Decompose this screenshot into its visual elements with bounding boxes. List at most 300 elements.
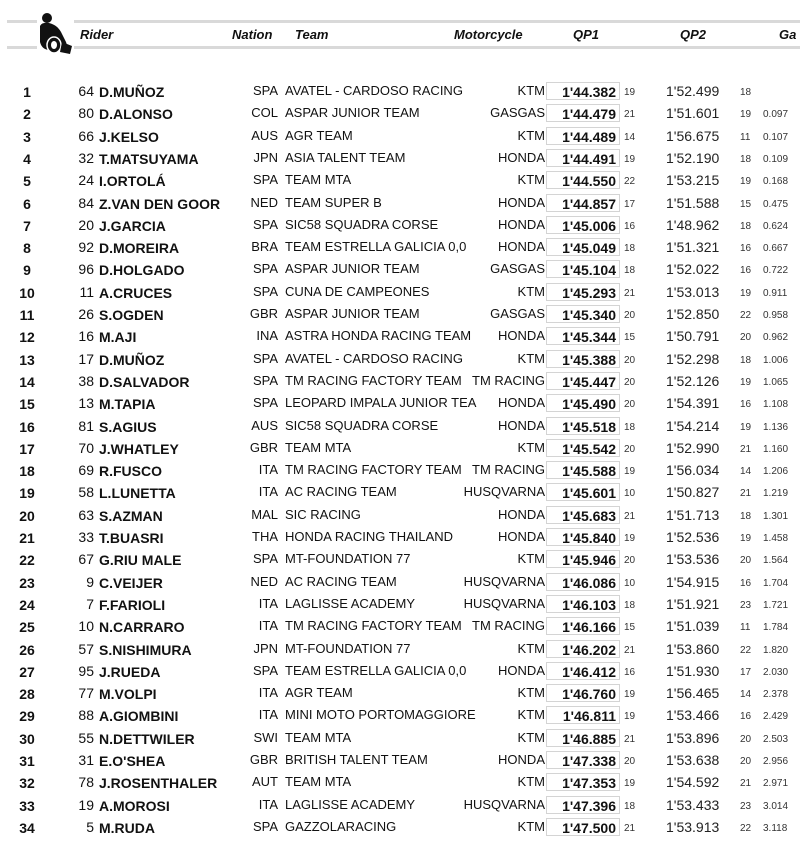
qp2-time: 1'52.990 <box>666 439 720 456</box>
column-header-qp1: QP1 <box>573 27 600 42</box>
qp1-time: 1'46.086 <box>546 573 620 591</box>
rider-number: 58 <box>78 484 94 501</box>
table-row <box>0 237 800 259</box>
motorcycle: HONDA <box>498 662 545 678</box>
qp1-laps: 15 <box>624 332 636 344</box>
rider-number: 69 <box>78 462 94 479</box>
table-row <box>0 393 800 415</box>
qp1-time: 1'45.006 <box>546 216 620 234</box>
team-name: TEAM ESTRELLA GALICIA 0,0 <box>285 662 467 678</box>
table-row <box>0 148 800 170</box>
qp1-time: 1'44.550 <box>546 171 620 189</box>
gap: 1.564 <box>763 555 789 567</box>
rider-name: S.NISHIMURA <box>99 641 192 658</box>
rider-number: 10 <box>78 618 94 635</box>
table-row <box>0 81 800 103</box>
qp2-time: 1'52.499 <box>666 83 720 99</box>
motorcycle: KTM <box>517 439 545 455</box>
rider-name: E.O'SHEA <box>99 753 166 769</box>
rider-name: A.CRUCES <box>99 284 173 301</box>
nation: ITA <box>258 618 278 634</box>
qp2-laps: 19 <box>740 176 752 188</box>
rider-name: T.BUASRI <box>99 530 164 546</box>
qp2-time: 1'51.039 <box>666 618 720 635</box>
nation: GBR <box>249 439 278 455</box>
qp2-time: 1'52.190 <box>666 149 720 166</box>
qp2-time: 1'48.962 <box>666 216 720 233</box>
nation: SWI <box>253 729 278 745</box>
position: 18 <box>19 463 35 480</box>
qp2-time: 1'54.214 <box>666 417 720 434</box>
team-name: MINI MOTO PORTOMAGGIORE <box>285 707 476 723</box>
gap: 1.820 <box>763 644 789 656</box>
gap: 0.168 <box>763 176 789 188</box>
team-name: AGR TEAM <box>285 685 353 701</box>
qp2-laps: 18 <box>740 87 752 98</box>
motorcycle: KTM <box>517 172 545 188</box>
table-row <box>0 193 800 215</box>
gap: 2.030 <box>763 666 789 678</box>
qp1-laps: 20 <box>624 354 636 366</box>
qp2-time: 1'54.592 <box>666 774 720 791</box>
qp1-time: 1'46.103 <box>546 595 620 613</box>
qp1-time: 1'45.601 <box>546 483 620 501</box>
qp2-time: 1'51.930 <box>666 662 720 679</box>
nation: JPN <box>253 149 278 165</box>
rider-number: 26 <box>78 306 94 322</box>
motorcycle-rider-icon <box>36 12 76 56</box>
nation: MAL <box>251 506 278 522</box>
qp1-laps: 18 <box>624 421 636 433</box>
rider-number: 5 <box>86 818 94 835</box>
nation: COL <box>251 105 278 121</box>
rider-number: 16 <box>78 328 94 345</box>
table-row <box>0 215 800 237</box>
rider-name: S.AZMAN <box>99 507 163 524</box>
rider-number: 24 <box>78 172 94 189</box>
qp2-time: 1'53.860 <box>666 640 720 657</box>
position: 14 <box>19 373 35 390</box>
qp2-laps: 22 <box>740 310 752 321</box>
team-name: TM RACING FACTORY TEAM <box>285 462 462 478</box>
rider-number: 96 <box>78 261 94 278</box>
qp1-time: 1'45.840 <box>546 528 620 546</box>
table-row <box>0 416 800 438</box>
rider-number: 31 <box>78 752 94 768</box>
qp2-time: 1'52.536 <box>666 529 720 545</box>
rider-name: S.AGIUS <box>99 418 157 435</box>
column-header-nation: Nation <box>232 27 273 42</box>
position: 10 <box>19 284 35 301</box>
table-row <box>0 817 800 839</box>
position: 4 <box>23 150 31 167</box>
qp1-laps: 19 <box>624 466 636 478</box>
qp2-laps: 18 <box>740 220 752 232</box>
motorcycle: TM RACING <box>472 462 545 478</box>
qp1-laps: 21 <box>624 287 636 299</box>
gap: 1.784 <box>763 622 789 634</box>
qp2-time: 1'53.638 <box>666 752 720 768</box>
qp2-time: 1'52.850 <box>666 306 720 322</box>
team-name: HONDA RACING THAILAND <box>285 529 454 544</box>
rider-number: 78 <box>78 774 94 791</box>
motorcycle: KTM <box>517 283 545 299</box>
qp2-laps: 22 <box>740 644 752 656</box>
rider-name: M.VOLPI <box>99 686 157 703</box>
qp2-time: 1'56.675 <box>666 127 720 144</box>
qp2-laps: 19 <box>740 533 752 544</box>
table-row <box>0 349 800 371</box>
header-divider <box>7 46 37 49</box>
rider-number: 88 <box>78 707 94 724</box>
rider-name: D.SALVADOR <box>99 373 190 390</box>
position: 32 <box>19 775 35 792</box>
table-row <box>0 750 800 772</box>
nation: INA <box>256 328 278 344</box>
table-row <box>0 527 800 549</box>
gap: 3.118 <box>763 822 788 834</box>
rider-name: J.KELSO <box>99 128 159 145</box>
rider-name: R.FUSCO <box>99 463 162 480</box>
gap: 3.014 <box>763 800 789 812</box>
nation: GBR <box>249 752 278 767</box>
motorcycle: TM RACING <box>472 618 545 634</box>
motorcycle: KTM <box>517 640 545 656</box>
rider-number: 17 <box>78 350 94 367</box>
qp2-time: 1'53.013 <box>666 283 720 300</box>
gap: 2.503 <box>763 733 789 745</box>
rider-name: F.FARIOLI <box>99 596 166 613</box>
position: 3 <box>23 128 31 145</box>
rider-name: Z.VAN DEN GOOR <box>99 195 221 212</box>
nation: AUS <box>251 417 278 433</box>
gap: 1.219 <box>763 488 789 500</box>
team-name: ASPAR JUNIOR TEAM <box>285 261 420 277</box>
qp1-time: 1'45.104 <box>546 260 620 278</box>
qp2-laps: 15 <box>740 198 752 210</box>
motorcycle: GASGAS <box>490 306 545 321</box>
qp1-time: 1'45.588 <box>546 461 620 479</box>
position: 16 <box>19 418 35 435</box>
nation: ITA <box>258 484 278 500</box>
rider-number: 7 <box>86 595 94 612</box>
nation: SPA <box>252 662 278 678</box>
rider-number: 11 <box>79 283 94 300</box>
column-header-motorcycle: Motorcycle <box>454 27 523 42</box>
rider-number: 57 <box>78 640 94 657</box>
rider-number: 81 <box>78 417 94 434</box>
gap: 1.704 <box>763 577 789 589</box>
qp2-time: 1'51.588 <box>666 194 720 211</box>
qp1-laps: 10 <box>624 577 636 589</box>
rider-number: 95 <box>78 662 94 679</box>
table-row <box>0 259 800 281</box>
motorcycle: KTM <box>517 774 545 790</box>
position: 23 <box>19 574 35 591</box>
gap: 1.206 <box>763 466 789 478</box>
qp2-time: 1'52.298 <box>666 350 720 367</box>
rider-number: 20 <box>78 216 94 233</box>
qp2-laps: 14 <box>740 689 752 701</box>
rider-name: M.RUDA <box>99 819 155 836</box>
qp1-time: 1'45.344 <box>546 327 620 345</box>
qp1-time: 1'46.885 <box>546 729 620 747</box>
rider-name: A.MOROSI <box>99 797 170 814</box>
nation: SPA <box>252 83 278 98</box>
rider-name: G.RIU MALE <box>99 552 182 569</box>
rider-name: J.RUEDA <box>99 663 161 680</box>
gap: 2.429 <box>763 711 789 723</box>
qp1-time: 1'46.811 <box>546 706 620 724</box>
position: 24 <box>19 596 35 613</box>
qp1-laps: 15 <box>624 622 636 634</box>
qp1-time: 1'47.353 <box>546 773 620 791</box>
rider-name: J.ROSENTHALER <box>99 775 218 792</box>
motorcycle: HONDA <box>498 239 545 255</box>
team-name: LEOPARD IMPALA JUNIOR TEA <box>285 395 477 411</box>
motorcycle: HUSQVARNA <box>463 484 545 500</box>
qp1-laps: 18 <box>624 243 636 255</box>
qp2-laps: 19 <box>740 109 752 121</box>
nation: SPA <box>252 216 278 232</box>
motorcycle: KTM <box>517 685 545 701</box>
team-name: TM RACING FACTORY TEAM <box>285 618 462 634</box>
table-row <box>0 304 800 326</box>
rider-number: 84 <box>78 194 94 211</box>
qp2-laps: 19 <box>740 287 752 299</box>
qp1-laps: 14 <box>624 131 636 143</box>
position: 28 <box>19 686 35 703</box>
motorcycle: HONDA <box>498 328 545 344</box>
qp1-laps: 18 <box>624 800 636 812</box>
team-name: ASPAR JUNIOR TEAM <box>285 306 420 321</box>
table-row <box>0 728 800 750</box>
motorcycle: KTM <box>517 729 545 745</box>
position: 19 <box>19 485 35 502</box>
qp1-laps: 20 <box>624 756 636 767</box>
qp1-time: 1'45.447 <box>546 372 620 390</box>
nation: SPA <box>252 350 278 366</box>
qp2-time: 1'50.791 <box>666 328 720 345</box>
qp1-time: 1'46.202 <box>546 640 620 658</box>
qp1-time: 1'46.760 <box>546 684 620 702</box>
qp1-laps: 21 <box>624 733 636 745</box>
rider-name: D.MUÑOZ <box>99 84 165 100</box>
rider-name: A.GIOMBINI <box>99 708 179 725</box>
position: 17 <box>19 440 35 457</box>
rider-number: 67 <box>78 551 94 568</box>
team-name: AC RACING TEAM <box>285 484 397 500</box>
qp1-laps: 19 <box>624 778 636 790</box>
nation: SPA <box>252 283 278 299</box>
qp2-time: 1'53.215 <box>666 172 720 189</box>
team-name: TEAM MTA <box>285 774 352 790</box>
table-row <box>0 549 800 571</box>
qp2-laps: 11 <box>740 131 751 143</box>
table-row <box>0 705 800 727</box>
qp2-time: 1'56.465 <box>666 685 720 702</box>
qp2-time: 1'56.034 <box>666 462 720 479</box>
rider-name: C.VEIJER <box>99 574 163 591</box>
qp2-laps: 20 <box>740 756 752 767</box>
qp2-time: 1'52.126 <box>666 372 720 389</box>
qp1-laps: 22 <box>624 176 636 188</box>
qp2-time: 1'54.391 <box>666 395 720 412</box>
team-name: CUNA DE CAMPEONES <box>285 283 430 299</box>
motorcycle: HONDA <box>498 752 545 767</box>
motorcycle: GASGAS <box>490 105 545 121</box>
qp2-laps: 22 <box>740 822 752 834</box>
qp2-laps: 16 <box>740 399 752 411</box>
nation: ITA <box>258 685 278 701</box>
team-name: SIC58 SQUADRA CORSE <box>285 417 439 433</box>
team-name: ASTRA HONDA RACING TEAM <box>285 328 472 344</box>
nation: AUS <box>251 127 278 143</box>
rider-number: 38 <box>78 372 94 389</box>
gap: 0.958 <box>763 310 789 321</box>
qp2-laps: 20 <box>740 332 752 344</box>
table-row <box>0 103 800 125</box>
team-name: AGR TEAM <box>285 127 353 143</box>
position: 1 <box>23 84 31 100</box>
qp2-laps: 18 <box>740 153 752 165</box>
gap: 1.006 <box>763 354 789 366</box>
position: 30 <box>19 730 35 747</box>
team-name: AVATEL - CARDOSO RACING <box>285 350 463 366</box>
qp1-time: 1'44.857 <box>546 194 620 212</box>
motorcycle: HUSQVARNA <box>463 796 545 812</box>
table-row <box>0 460 800 482</box>
qp2-laps: 23 <box>740 599 752 611</box>
qp2-laps: 14 <box>740 466 752 478</box>
header-divider <box>7 20 37 23</box>
gap: 0.107 <box>763 131 789 143</box>
table-row <box>0 572 800 594</box>
rider-name: N.CARRARO <box>99 619 185 636</box>
rider-number: 80 <box>78 105 94 122</box>
rider-name: J.WHATLEY <box>99 440 179 457</box>
table-row <box>0 326 800 348</box>
team-name: TEAM MTA <box>285 439 352 455</box>
team-name: SIC RACING <box>285 506 361 522</box>
nation: SPA <box>252 372 278 388</box>
rider-number: 55 <box>78 729 94 746</box>
qp1-laps: 16 <box>624 220 636 232</box>
position: 13 <box>19 351 35 368</box>
motorcycle: HUSQVARNA <box>463 595 545 611</box>
qp1-laps: 21 <box>624 510 636 522</box>
team-name: AVATEL - CARDOSO RACING <box>285 83 463 98</box>
rider-number: 13 <box>78 395 94 412</box>
rider-name: M.AJI <box>99 329 137 346</box>
qp1-time: 1'46.166 <box>546 617 620 635</box>
motorcycle: KTM <box>517 551 545 567</box>
gap: 1.721 <box>763 599 789 611</box>
gap: 1.065 <box>763 376 789 388</box>
rider-number: 70 <box>78 439 94 456</box>
team-name: LAGLISSE ACADEMY <box>285 796 416 812</box>
position: 2 <box>23 106 31 123</box>
nation: SPA <box>252 818 278 834</box>
qp1-time: 1'45.340 <box>546 305 620 323</box>
qp1-laps: 18 <box>624 265 636 277</box>
gap: 1.108 <box>763 399 789 411</box>
team-name: AC RACING TEAM <box>285 573 397 589</box>
position: 25 <box>19 619 35 636</box>
team-name: ASPAR JUNIOR TEAM <box>285 105 420 121</box>
rider-number: 77 <box>78 685 94 702</box>
nation: SPA <box>252 551 278 567</box>
position: 31 <box>19 753 35 769</box>
rider-name: D.ALONSO <box>99 106 173 123</box>
qp1-laps: 20 <box>624 555 636 567</box>
qp2-time: 1'54.915 <box>666 573 720 590</box>
qp1-laps: 19 <box>624 689 636 701</box>
rider-number: 64 <box>78 83 94 99</box>
qp2-laps: 21 <box>740 488 752 500</box>
rider-number: 19 <box>78 796 94 813</box>
team-name: MT-FOUNDATION 77 <box>285 640 411 656</box>
gap: 1.136 <box>763 421 789 433</box>
table-row <box>0 282 800 304</box>
qp2-laps: 20 <box>740 733 752 745</box>
qp2-laps: 16 <box>740 711 752 723</box>
gap: 1.160 <box>763 443 789 455</box>
rider-number: 92 <box>78 239 94 256</box>
rider-name: D.MOREIRA <box>99 240 180 257</box>
header-divider <box>74 46 800 49</box>
gap: 2.971 <box>763 778 789 790</box>
qp1-laps: 20 <box>624 376 636 388</box>
qp1-laps: 19 <box>624 533 636 544</box>
qp1-time: 1'45.293 <box>546 283 620 301</box>
qp1-time: 1'47.338 <box>546 751 620 769</box>
qp2-laps: 11 <box>740 622 751 634</box>
gap: 0.722 <box>763 265 789 277</box>
nation: SPA <box>252 261 278 277</box>
nation: SPA <box>252 395 278 411</box>
qp1-time: 1'45.542 <box>546 439 620 457</box>
column-header-team: Team <box>295 27 329 42</box>
team-name: TEAM MTA <box>285 172 352 188</box>
nation: AUT <box>252 774 278 790</box>
qp1-time: 1'46.412 <box>546 662 620 680</box>
gap: 0.624 <box>763 220 789 232</box>
qp2-time: 1'53.536 <box>666 551 720 568</box>
position: 20 <box>19 507 35 524</box>
qp2-laps: 19 <box>740 421 752 433</box>
qp1-laps: 17 <box>624 198 636 210</box>
rider-name: I.ORTOLÁ <box>99 173 166 190</box>
qp1-laps: 19 <box>624 87 636 98</box>
nation: ITA <box>258 462 278 478</box>
qp1-laps: 20 <box>624 443 636 455</box>
qp2-laps: 18 <box>740 354 752 366</box>
rider-name: J.GARCIA <box>99 217 166 234</box>
nation: NED <box>250 194 278 210</box>
qp1-laps: 20 <box>624 310 636 321</box>
rider-name: L.LUNETTA <box>99 485 176 502</box>
position: 22 <box>19 552 35 569</box>
motorcycle: HUSQVARNA <box>463 573 545 589</box>
team-name: TEAM SUPER B <box>285 194 382 210</box>
qp2-time: 1'51.601 <box>666 105 720 122</box>
qp1-time: 1'45.683 <box>546 506 620 524</box>
motorcycle: KTM <box>517 707 545 723</box>
rider-number: 32 <box>78 149 94 166</box>
qp1-laps: 21 <box>624 109 636 121</box>
position: 12 <box>19 329 35 346</box>
